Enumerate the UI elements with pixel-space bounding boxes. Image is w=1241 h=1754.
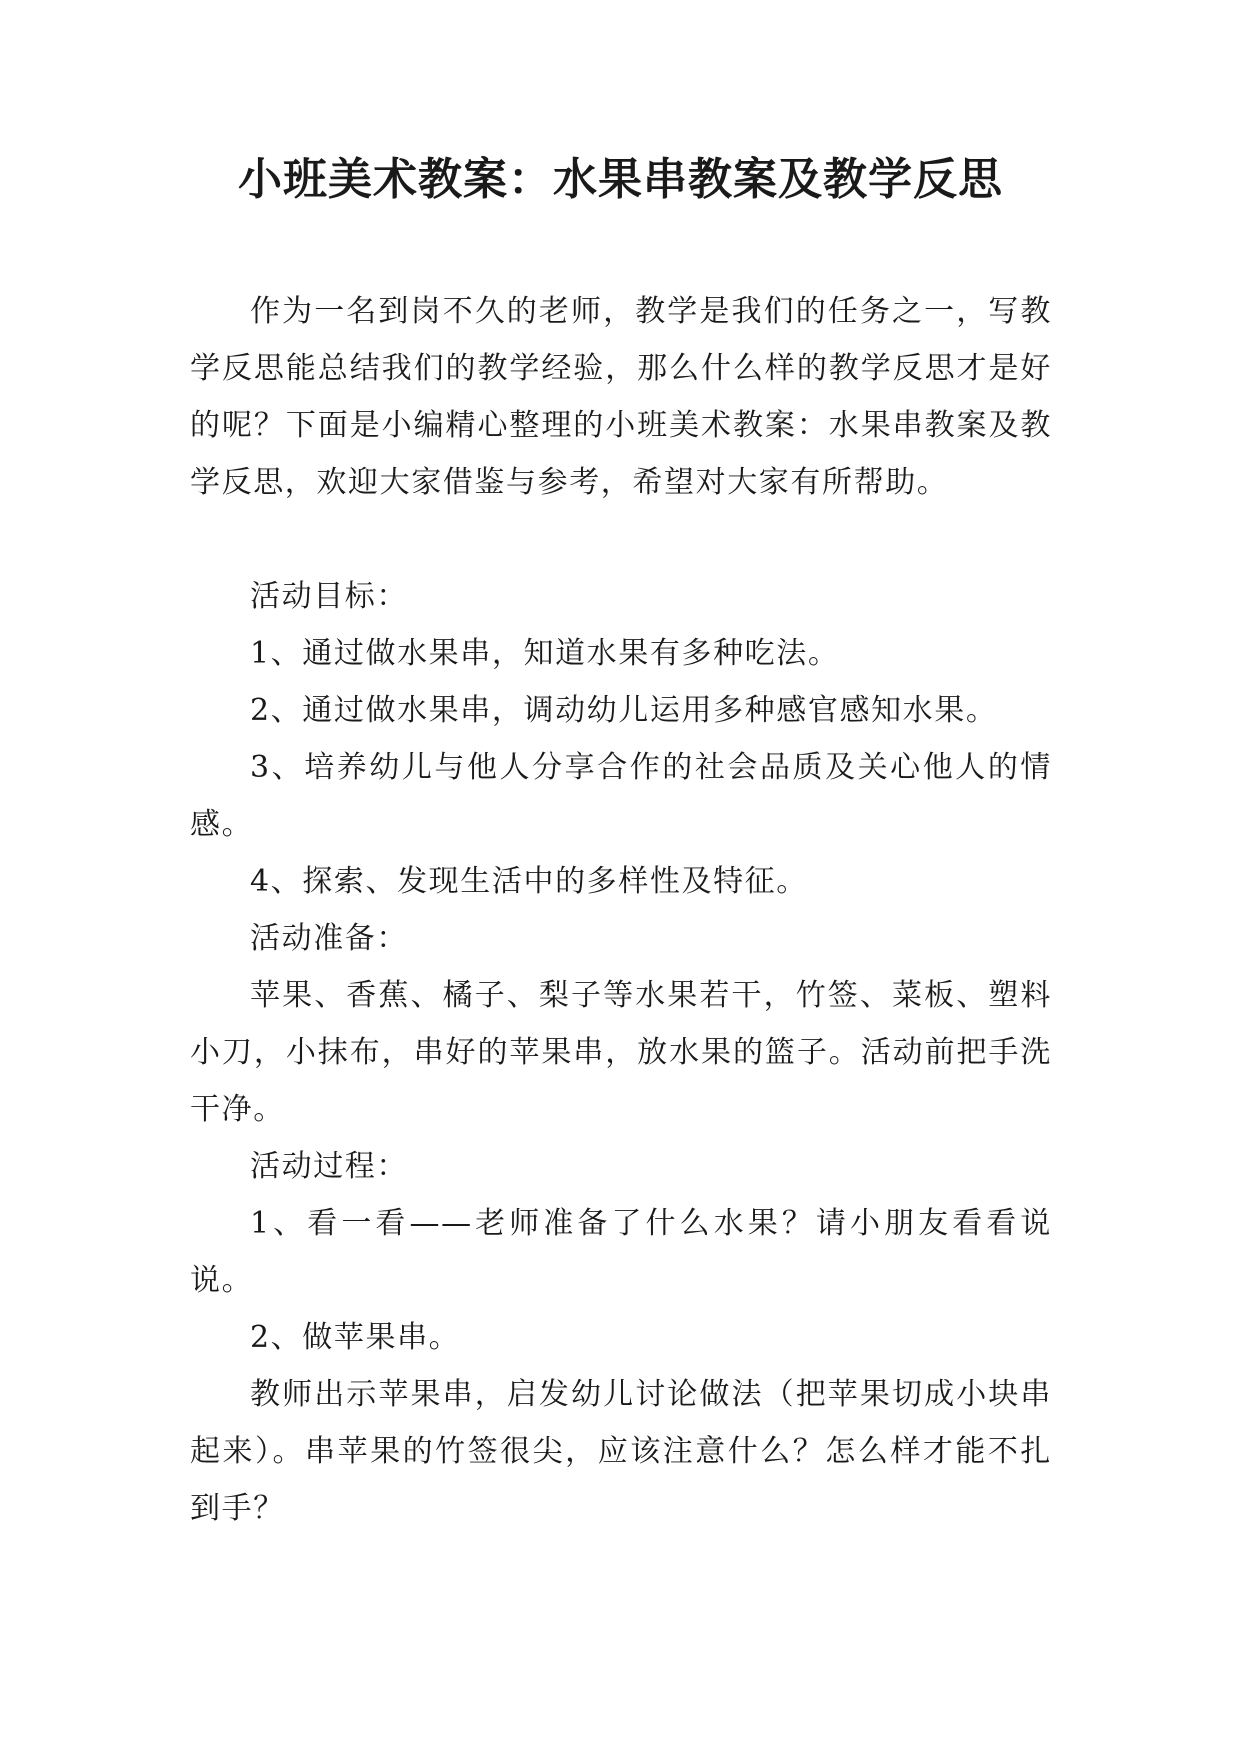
process-step-1: 1、看一看——老师准备了什么水果？请小朋友看看说说。 [190,1206,1052,1298]
goal-item-3: 3、培养幼儿与他人分享合作的社会品质及关心他人的情感。 [190,750,1052,842]
process-heading: 活动过程： [250,1149,408,1184]
document-title: 小班美术教案：水果串教案及教学反思 [238,154,1003,205]
intro-paragraph: 作为一名到岗不久的老师，教学是我们的任务之一，写教学反思能总结我们的教学经验，那么什么样的教学反思才是好的呢？下面是小编精心整理的小班美术教案：水果串教案及教学反思，欢迎大家借鉴与参考，希望对大家有所帮助。 [190,294,1052,500]
goal-item-2: 2、通过做水果串，调动幼儿运用多种感官感知水果。 [250,693,998,728]
goal-item-4: 4、探索、发现生活中的多样性及特征。 [250,864,808,899]
prep-heading: 活动准备： [250,921,408,956]
process-step-2-detail: 教师出示苹果串，启发幼儿讨论做法（把苹果切成小块串起来）。串苹果的竹签很尖，应该注意什么？怎么样才能不扎到手？ [190,1377,1052,1526]
goals-heading: 活动目标： [250,579,408,614]
document-body [190,283,1052,1537]
process-step-2: 2、做苹果串。 [250,1320,461,1355]
goal-item-1: 1、通过做水果串，知道水果有多种吃法。 [250,636,840,671]
prep-paragraph: 苹果、香蕉、橘子、梨子等水果若干，竹签、菜板、塑料小刀，小抹布，串好的苹果串，放水果的篮子。活动前把手洗干净。 [190,978,1052,1127]
